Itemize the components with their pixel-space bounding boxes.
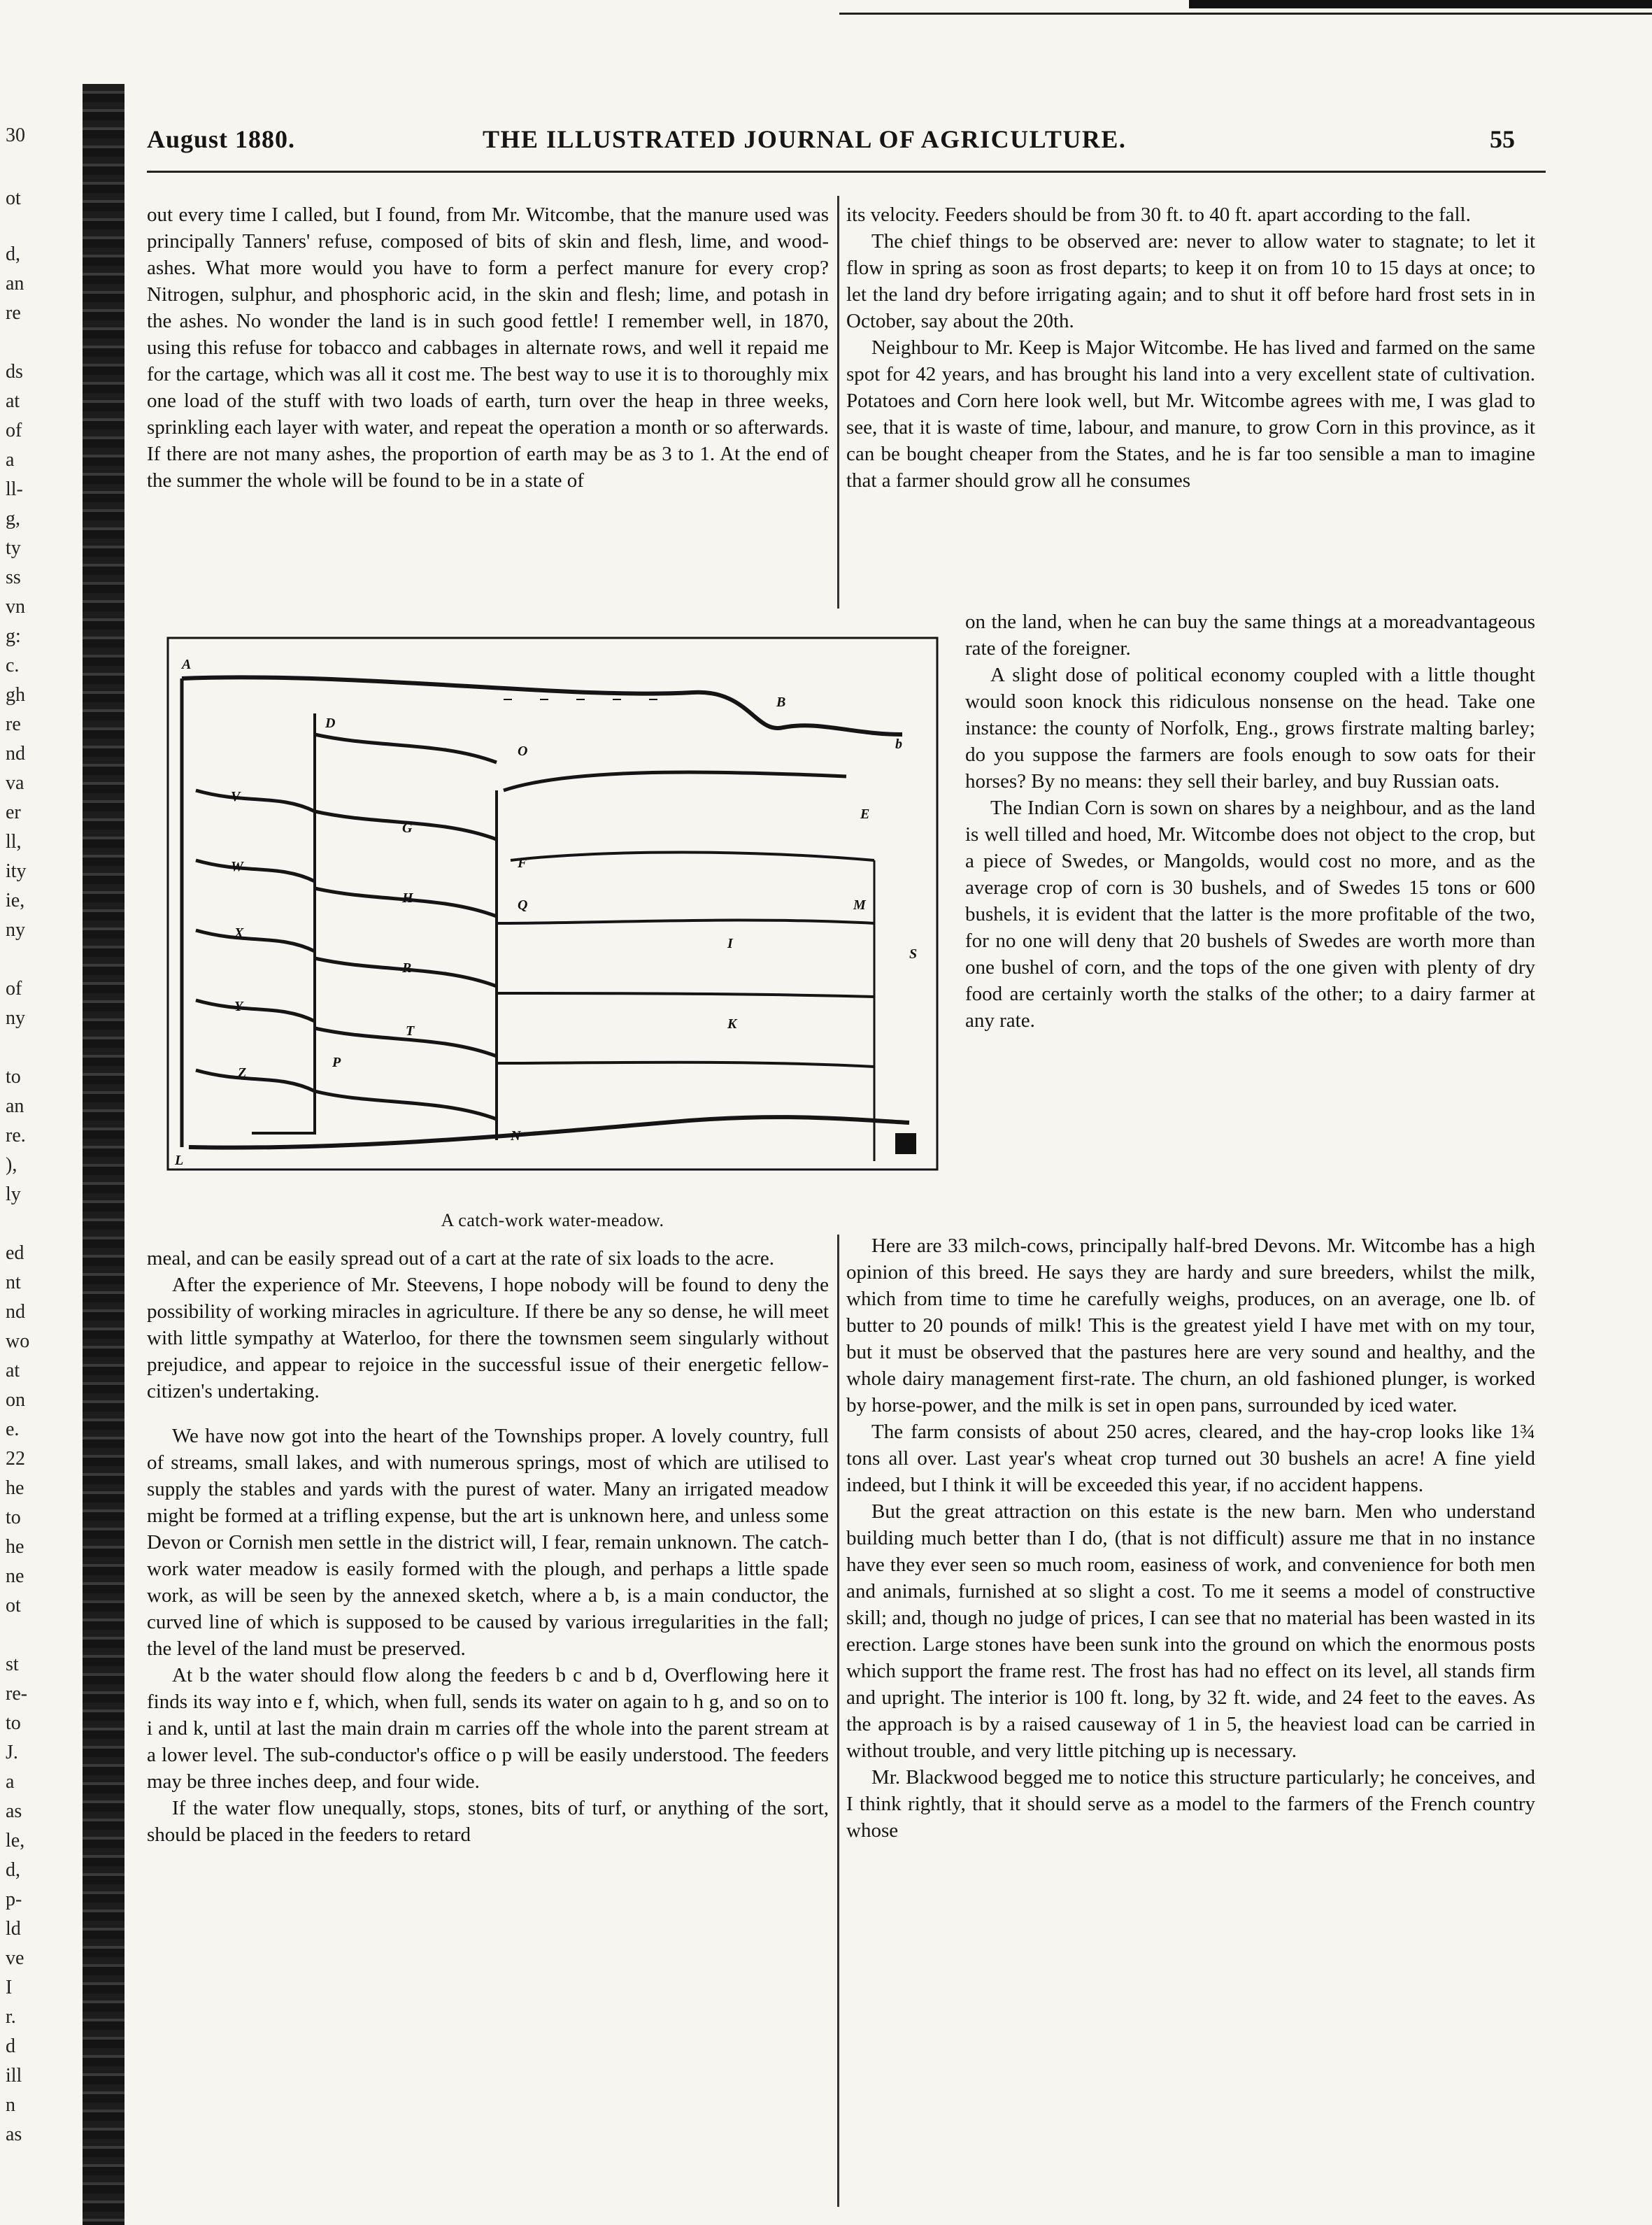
left-fragment: ), [6,1154,17,1176]
diagram-label-c: O [518,744,528,759]
column-right-beside-figure [965,609,1535,1034]
left-fragment: nd [6,1301,25,1323]
diagram-label-k: K [727,1016,737,1032]
paragraph: A slight dose of political economy coupled with a little thought would soon knock this ridiculous nonsense on the head. Take one instance: the county of Norfolk, Eng., grows firstrate malting barley; do you suppose the farmers are fools enough to sow oats for their horses? By no means: they sell their barley, and buy Russian oats. [965,664,1535,792]
left-fragment: n [6,2094,15,2116]
diagram-label-z: Z [238,1065,247,1081]
left-fragment: a [6,449,15,471]
left-fragment: an [6,273,24,294]
left-fragment: re [6,302,21,324]
left-fragment: to [6,1712,21,1734]
left-fragment: he [6,1536,24,1558]
left-fragment: re [6,713,21,735]
diagram-label-x: X [234,925,244,941]
diagram-label-b: B [776,695,786,710]
left-fragment: re. [6,1125,26,1146]
column-rule-top [837,196,839,609]
left-fragment: as [6,2124,22,2145]
paragraph: Neighbour to Mr. Keep is Major Witcombe. He has lived and farmed on the same spot for 42 years, and has brought his land into a very excellent state of cultivation. Potatoes and Corn here look well, but Mr. Witcombe agrees with me, I was glad to see, that it is waste of time, labour, and manure, to grow Corn in this province, as it can be bought cheaper from the States, and he is far too sensible a man to imagine that a farmer should grow all he consumes [846,336,1535,492]
left-fragment: g: [6,625,21,647]
left-fragment: d [6,2035,15,2057]
left-fragment: g, [6,508,20,529]
left-fragment: ity [6,860,27,882]
column-right-top [846,201,1535,494]
diagram-drawing [147,630,958,1203]
left-fragment: le, [6,1830,25,1851]
column-right-bottom [846,1232,1535,1844]
left-fragment: vn [6,596,25,618]
scan-artifact-top-line [839,13,1652,15]
paragraph: Here are 33 milch-cows, principally half-bred Devons. Mr. Witcombe has a high opinion of this breed. He says they are hardy and sure breeders, whilst the milk, which from time to time he carefully weighs, produces, on an average, one lb. of butter to 20 pounds of milk! This is the greatest yield I have met with on my tour, but it must be observed that the pastures here are very sound and healthy, and the whole dairy management first-rate. The churn, an old fashioned plunger, is worked by horse-power, and the milk is set in open pans, surrounded by iced water. [846,1235,1535,1416]
diagram-label-r: R [402,960,412,976]
left-fragment: d, [6,243,20,265]
paragraph: The Indian Corn is sown on shares by a neighbour, and as the land is well tilled and hoed, Mr. Witcombe does not object to the crop, but a piece of Swedes, or Mangolds, would cost no more, and as the average crop of corn is 30 bushels, and of Swedes 15 tons or 600 bushels, it is evident that the latter is the more profitable of the two, for no one will deny that 20 bushels of Swedes are worth more than one bushel of corn, and the tops of the one given with plenty of dry food are certainly worth the stalks of the other; to a dairy farmer at any rate. [965,797,1535,1032]
left-fragment: re- [6,1683,28,1705]
left-fragment: ll- [6,478,23,500]
left-fragment: va [6,772,24,794]
diagram-label-p: P [332,1055,341,1070]
diagram-label-s: S [909,946,918,962]
diagram-label-e: E [860,806,870,822]
diagram-label-w: W [231,859,243,874]
diagram-label-p-top: D [325,716,336,731]
paragraph: its velocity. Feeders should be from 30 ft. to 40 ft. apart according to the fall. [846,204,1471,226]
diagram-label-y: Y [234,999,243,1014]
paragraph: We have now got into the heart of the Townships proper. A lovely country, full of streams, small lakes, and with numerous springs, most of which are utilised to supply the stables and yards with the purest of water. Many an irrigated meadow might be formed at a trifling expense, but the art is unknown here, and unless some Devon or Cornish men settle in the district will, I fear, remain unknown. The catch-work water meadow is easily formed with the plough, and perhaps a little spade work, as will be seen by the annexed sketch, where a b, is a main conductor, the curved line of which is supposed to be caused by various irregularities in the fall; the level of the land must be preserved. [147,1425,829,1660]
left-fragment: at [6,390,20,412]
left-fragment: as [6,1800,22,1822]
left-fragment: an [6,1095,24,1117]
diagram-label-l: L [175,1153,184,1168]
left-fragment: er [6,802,21,823]
diagram-label-g: G [402,820,413,836]
left-fragment: ed [6,1242,24,1264]
left-fragment: J. [6,1742,18,1763]
left-fragment: of [6,978,22,1000]
left-fragment: gh [6,684,25,706]
left-fragment: ill [6,2065,22,2087]
left-fragment: at [6,1360,20,1381]
left-fragment: nt [6,1272,21,1293]
left-fragment: ve [6,1947,24,1969]
left-fragment: ny [6,1007,25,1029]
header-journal-title: THE ILLUSTRATED JOURNAL OF AGRICULTURE. [483,125,1127,153]
left-fragment: ny [6,919,25,941]
water-meadow-diagram [147,630,958,1203]
left-fragment: wo [6,1330,30,1352]
left-fragment: ot [6,187,21,209]
paragraph: on the land, when he can buy the same things at a moreadvantageous rate of the foreigner. [965,611,1535,660]
left-fragment: to [6,1066,21,1088]
diagram-label-v: V [231,789,241,804]
left-margin-fragments [0,0,78,2225]
left-fragment: I [6,1977,13,1998]
left-fragment: c. [6,655,20,676]
left-fragment: to [6,1507,21,1528]
paragraph: If the water flow unequally, stops, stones, bits of turf, or anything of the sort, should be placed in the feeders to retard [147,1797,829,1846]
header-date: August 1880. [147,125,296,153]
left-fragment: he [6,1477,24,1499]
left-fragment: ne [6,1565,24,1587]
paragraph: The farm consists of about 250 acres, cleared, and the hay-crop looks like 1¾ tons all over. Last year's wheat crop turned out 30 bushels an acre! A fine yield indeed, but I think it will be exceeded this year, if no accident happens. [846,1421,1535,1496]
paragraph: Mr. Blackwood begged me to notice this structure particularly; he conceives, and I think rightly, that it should serve as a model to the farmers of the French country whose [846,1766,1535,1842]
left-fragment: ld [6,1918,21,1940]
left-fragment: ty [6,537,21,559]
left-fragment: of [6,420,22,441]
left-fragment: r. [6,2006,16,2028]
diagram-label-o: Q [518,897,528,913]
paragraph: After the experience of Mr. Steevens, I hope nobody will be found to deny the possibility of working miracles in agriculture. If there be any so dense, he will meet with little sympathy at Waterloo, for there the townsmen seem singularly without prejudice, and appear to rejoice in the successful issue of their energetic fellow-citizen's undertaking. [147,1274,829,1402]
left-fragment: 22 [6,1448,25,1470]
diagram-label-n: N [511,1128,521,1144]
diagram-label-h: H [402,890,413,906]
left-fragment: p- [6,1889,22,1910]
left-fragment: ds [6,361,23,383]
paragraph: The chief things to be observed are: never to allow water to stagnate; to let it flow in spring as soon as frost departs; to keep it on from 10 to 15 days at once; to let the land dry before irrigating again; and to shut it off before hard frost sets in in October, say about the 20th. [846,230,1535,332]
diagram-label-d: b [895,737,902,752]
left-fragment: ly [6,1183,21,1205]
column-left-bottom [147,1245,829,1848]
column-rule-bottom [837,1235,839,2207]
figure-caption: A catch-work water-meadow. [441,1210,664,1230]
left-fragment: nd [6,743,25,765]
diagram-label-a: A [182,657,192,672]
left-fragment: 30 [6,125,25,146]
left-fragment: ss [6,567,21,588]
paragraph: But the great attraction on this estate is the new barn. Men who understand building much better than I do, (that is not difficult) assure me that in no instance have they ever seen so much room, easiness of work, and convenience for both men and animals, furnished at so slight a cost. To me it seems a model of constructive skill; and, though no judge of prices, I can see that no material has been wasted in its erection. Large stones have been sunk into the ground on which the enormous posts which support the frame rest. The frost has had no effect on its level, all stands firm and upright. The interior is 100 ft. long, by 32 ft. wide, and 24 feet to the eaves. As the approach is by a raised causeway of 1 in 5, the heaviest load can be carried in without trouble, and very little pitching up is necessary. [846,1500,1535,1762]
header-rule [147,171,1546,173]
scan-artifact-top [1189,0,1652,8]
scan-binding-edge [83,84,124,2225]
diagram-label-m: M [853,897,866,913]
left-fragment: ll, [6,831,22,853]
left-fragment: a [6,1771,15,1793]
column-left-top [147,201,829,494]
header-page-number: 55 [1490,125,1515,153]
left-fragment: on [6,1389,25,1411]
paragraph: out every time I called, but I found, from Mr. Witcombe, that the manure used was principally Tanners' refuse, composed of bits of skin and flesh, lime, and wood-ashes. What more would you have to form a perfect manure for every crop? Nitrogen, sulphur, and phosphoric acid, in the skin and flesh; lime, and potash in the ashes. No wonder the land is in such good fettle! I remember well, in 1870, using this refuse for tobacco and cabbages in alternate rows, and well it repaid me for the cartage, which was all it cost me. The best way to use it is to thoroughly mix one load of the stuff with two loads of earth, turn over the heap in three weeks, sprinkling each layer with water, and repeat the operation a month or so afterwards. If there are not many ashes, the proportion of earth may be as 3 to 1. At the end of the summer the whole will be found to be in a state of [147,204,829,492]
left-fragment: ie, [6,890,25,911]
paragraph: At b the water should flow along the feeders b c and b d, Overflowing here it finds its way into e f, which, when full, sends its water on again to h g, and so on to i and k, until at last the main drain m carries off the whole into the parent stream at a lower level. The sub-conductor's office o p will be easily understood. The feeders may be three inches deep, and four wide. [147,1664,829,1793]
diagram-label-t: T [406,1023,415,1039]
left-fragment: st [6,1654,19,1675]
diagram-label-i: I [727,936,733,951]
diagram-label-f: F [518,855,527,871]
running-header [147,125,1546,164]
left-fragment: ot [6,1595,21,1616]
left-fragment: e. [6,1419,20,1440]
left-fragment: d, [6,1859,20,1881]
paragraph: meal, and can be easily spread out of a cart at the rate of six loads to the acre. [147,1247,775,1270]
